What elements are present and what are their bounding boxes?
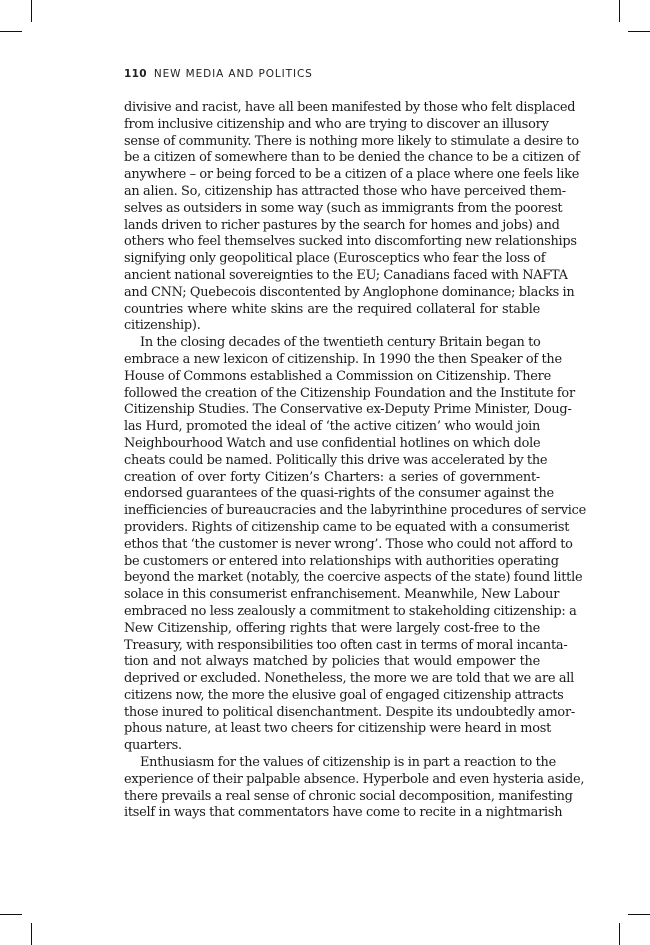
text-line: embraced no less zealously a commitment to stakeholding citizenship: a xyxy=(124,603,577,619)
text-line: Neighbourhood Watch and use confidential hotlines on which dole xyxy=(124,435,541,451)
text-line: quarters. xyxy=(124,738,182,754)
text-line: ethos that ‘the customer is never wrong’. Those who could not afford to xyxy=(124,536,573,552)
text-line: be customers or entered into relationships with authorities operating xyxy=(124,553,559,569)
crop-mark-bottom-right-horizontal xyxy=(628,914,650,915)
paragraph xyxy=(124,755,585,822)
text-line: an alien. So, citizenship has attracted those who have perceived them- xyxy=(124,183,566,199)
text-line: phous nature, at least two cheers for citizenship were heard in most xyxy=(124,721,552,737)
text-line: cheats could be named. Politically this drive was accelerated by the xyxy=(124,452,548,468)
crop-mark-bottom-right-vertical xyxy=(619,923,620,945)
text-line: solace in this consumerist enfranchisement. Meanwhile, New Labour xyxy=(124,587,560,603)
text-line: those inured to political disenchantment. Despite its undoubtedly amor- xyxy=(124,704,575,720)
text-line: sense of community. There is nothing more likely to stimulate a desire to xyxy=(124,133,579,149)
running-title: NEW MEDIA AND POLITICS xyxy=(153,68,313,80)
text-line: las Hurd, promoted the ideal of ‘the active citizen’ who would join xyxy=(124,419,540,435)
text-line: tion and not always matched by policies that would empower the xyxy=(124,654,540,670)
text-line: and CNN; Quebecois discontented by Anglophone dominance; blacks in xyxy=(124,284,575,300)
text-line: divisive and racist, have all been manifested by those who felt displaced xyxy=(124,100,576,115)
crop-mark-top-left-horizontal xyxy=(0,31,22,32)
text-line: experience of their palpable absence. Hyperbole and even hysteria aside, xyxy=(124,771,585,787)
text-line: followed the creation of the Citizenship Foundation and the Institute for xyxy=(124,385,575,401)
text-line: itself in ways that commentators have come to recite in a nightmarish xyxy=(124,805,563,821)
text-line: ancient national sovereignties to the EU; Canadians faced with NAFTA xyxy=(124,267,568,283)
text-line: New Citizenship, offering rights that were largely cost-free to the xyxy=(124,620,540,636)
text-line: from inclusive citizenship and who are trying to discover an illusory xyxy=(124,116,549,132)
paragraph xyxy=(124,100,580,335)
text-line: inefficiencies of bureaucracies and the labyrinthine procedures of service xyxy=(124,503,586,519)
crop-mark-bottom-left-horizontal xyxy=(0,914,22,915)
text-line: embrace a new lexicon of citizenship. In 1990 the then Speaker of the xyxy=(124,351,562,367)
crop-mark-bottom-left-vertical xyxy=(31,923,32,945)
text-line: creation of over forty Citizen’s Charters: a series of government- xyxy=(124,469,540,485)
text-line: deprived or excluded. Nonetheless, the more we are told that we are all xyxy=(124,671,575,687)
crop-mark-top-right-horizontal xyxy=(628,31,650,32)
text-line: anywhere – or being forced to be a citizen of a place where one feels like xyxy=(124,167,580,183)
crop-mark-top-left-vertical xyxy=(31,0,32,22)
text-line: beyond the market (notably, the coercive aspects of the state) found little xyxy=(124,570,583,586)
text-line: Treasury, with responsibilities too often cast in terms of moral incanta- xyxy=(124,637,568,653)
text-line: lands driven to richer pastures by the search for homes and jobs) and xyxy=(124,217,560,233)
text-line: Citizenship Studies. The Conservative ex-Deputy Prime Minister, Doug- xyxy=(124,402,572,418)
running-header xyxy=(124,68,313,80)
text-line: countries where white skins are the required collateral for stable xyxy=(124,301,540,317)
text-line: In the closing decades of the twentieth century Britain began to xyxy=(140,335,541,351)
text-line: selves as outsiders in some way (such as immigrants from the poorest xyxy=(124,200,563,216)
crop-mark-top-right-vertical xyxy=(619,0,620,22)
text-line: House of Commons established a Commission on Citizenship. There xyxy=(124,368,551,384)
text-line: others who feel themselves sucked into discomforting new relationships xyxy=(124,234,577,250)
body-text xyxy=(124,100,586,822)
text-line: endorsed guarantees of the quasi-rights of the consumer against the xyxy=(124,486,554,502)
text-line: citizens now, the more the elusive goal of engaged citizenship attracts xyxy=(124,687,564,703)
text-line: there prevails a real sense of chronic social decomposition, manifesting xyxy=(124,788,573,804)
text-line: providers. Rights of citizenship came to be equated with a consumerist xyxy=(124,519,570,535)
text-line: Enthusiasm for the values of citizenship is in part a reaction to the xyxy=(140,755,556,771)
text-line: citizenship). xyxy=(124,318,201,334)
text-line: signifying only geopolitical place (Eurosceptics who fear the loss of xyxy=(124,251,546,267)
paragraph xyxy=(124,335,586,755)
text-line: be a citizen of somewhere than to be denied the chance to be a citizen of xyxy=(124,150,580,166)
page-number: 110 xyxy=(124,68,147,80)
